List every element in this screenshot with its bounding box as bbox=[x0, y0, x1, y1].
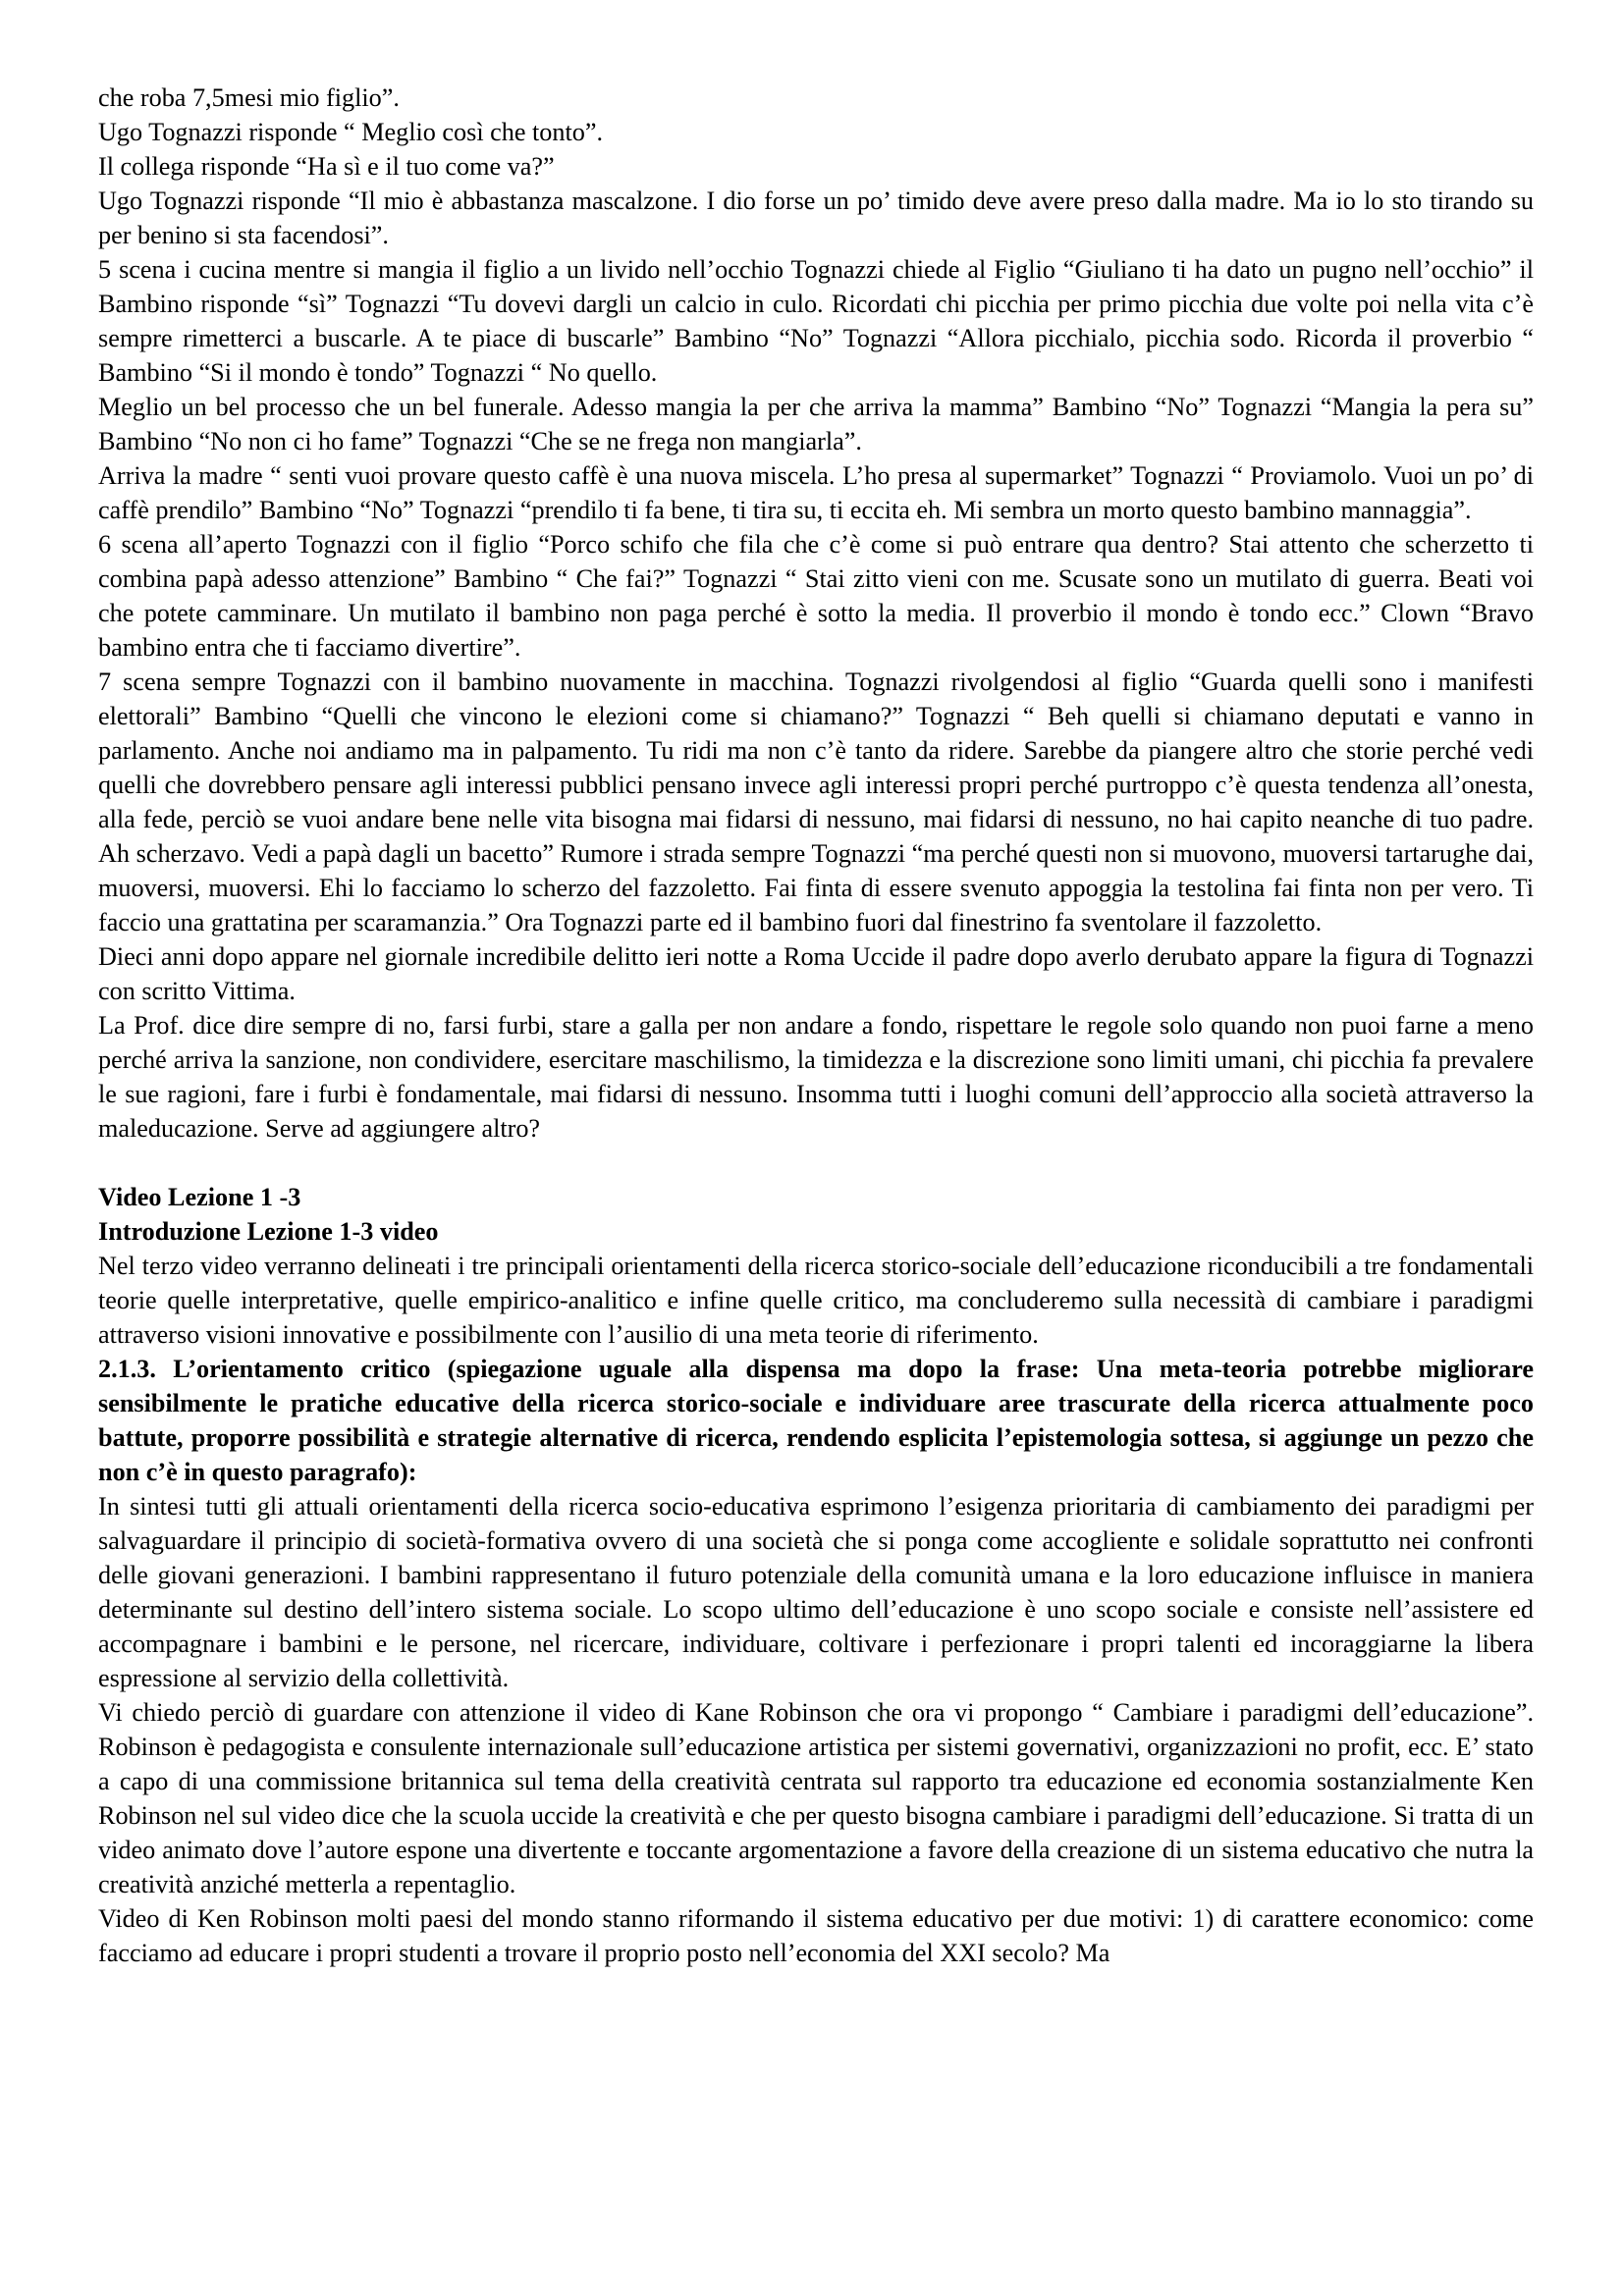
paragraph: La Prof. dice dire sempre di no, farsi furbi, stare a galla per non andare a fondo, rispettare le regole solo quando non puoi farne a meno perché arriva la sanzione, non condividere, esercitare maschilismo, la timidezza e la discrezione sono limiti umani, chi picchia fa prevalere le sue ragioni, fare i furbi è fondamentale, mai fidarsi di nessuno. Insomma tutti i luoghi comuni dell’approccio alla società attraverso la maleducazione. Serve ad aggiungere altro? bbox=[98, 1011, 1534, 1143]
paragraph: Ugo Tognazzi risponde “Il mio è abbastanza mascalzone. I dio forse un po’ timido deve avere preso dalla madre. Ma io lo sto tirando su per benino si sta facendosi”. bbox=[98, 187, 1534, 249]
paragraph: In sintesi tutti gli attuali orientamenti della ricerca socio-educativa esprimono l’esigenza prioritaria di cambiamento dei paradigmi per salvaguardare il principio di società-formativa ovvero di una società che si ponga come accogliente e solidale soprattutto nei confronti delle giovani generazioni. I bambini rappresentano il futuro potenziale della comunità umana e la loro educazione influisce in maniera determinante sul destino dell’intero sistema sociale. Lo scopo ultimo dell’educazione è uno scopo sociale e consiste nell’assistere ed accompagnare i bambini e le persone, nel ricercare, individuare, coltivare i perfezionare i propri talenti ed incoraggiarne la libera espressione al servizio della collettività. bbox=[98, 1492, 1534, 1692]
paragraph: Nel terzo video verranno delineati i tre principali orientamenti della ricerca storico-sociale dell’educazione riconducibili a tre fondamentali teorie quelle interpretative, quelle empirico-analitico e infine quelle critico, ma concluderemo sulla necessità di cambiare i paradigmi attraverso visioni innovative e possibilmente con l’ausilio di una meta teorie di riferimento. bbox=[98, 1252, 1534, 1349]
document-body bbox=[98, 80, 1534, 1970]
paragraph: Arriva la madre “ senti vuoi provare questo caffè è una nuova miscela. L’ho presa al supermarket” Tognazzi “ Proviamolo. Vuoi un po’ di caffè prendilo” Bambino “No” Tognazzi “prendilo ti fa bene, ti tira su, ti eccita eh. Mi sembra un morto questo bambino mannaggia”. bbox=[98, 461, 1534, 524]
paragraph: 5 scena i cucina mentre si mangia il figlio a un livido nell’occhio Tognazzi chiede al Figlio “Giuliano ti ha dato un pugno nell’occhio” il Bambino risponde “sì” Tognazzi “Tu dovevi dargli un calcio in culo. Ricordati chi picchia per primo picchia due volte poi nella vita c’è sempre rimetterci a buscarle. A te piace di buscarle” Bambino “No” Tognazzi “Allora picchialo, picchia sodo. Ricorda il proverbio “ Bambino “Si il mondo è tondo” Tognazzi “ No quello. bbox=[98, 255, 1534, 387]
paragraph: 6 scena all’aperto Tognazzi con il figlio “Porco schifo che fila che c’è come si può entrare qua dentro? Stai attento che scherzetto ti combina papà adesso attenzione” Bambino “ Che fai?” Tognazzi “ Stai zitto vieni con me. Scusate sono un mutilato di guerra. Beati voi che potete camminare. Un mutilato il bambino non paga perché è sotto la media. Il proverbio il mondo è tondo ecc.” Clown “Bravo bambino entra che ti facciamo divertire”. bbox=[98, 530, 1534, 662]
paragraph: Ugo Tognazzi risponde “ Meglio così che tonto”. bbox=[98, 118, 604, 146]
paragraph: 7 scena sempre Tognazzi con il bambino nuovamente in macchina. Tognazzi rivolgendosi al figlio “Guarda quelli sono i manifesti elettorali” Bambino “Quelli che vincono le elezioni come si chiamano?” Tognazzi “ Beh quelli si chiamano deputati e vanno in parlamento. Anche noi andiamo ma in palpamento. Tu ridi ma non c’è tanto da ridere. Sarebbe da piangere altro che storie perché vedi quelli che dovrebbero pensare agli interessi pubblici pensano invece agli interessi propri perché purtroppo c’è questa tendenza all’onesta, alla fede, perciò se vuoi andare bene nelle vita bisogna mai fidarsi di nessuno, mai fidarsi di nessuno, no hai capito neanche di tuo padre. Ah scherzavo. Vedi a papà dagli un bacetto” Rumore i strada sempre Tognazzi “ma perché questi non si muovono, muoversi tartarughe dai, muoversi, muoversi. Ehi lo facciamo lo scherzo del fazzoletto. Fai finta di essere svenuto appoggia la testolina fai finta non per vero. Ti faccio una grattatina per scaramanzia.” Ora Tognazzi parte ed il bambino fuori dal finestrino fa sventolare il fazzoletto. bbox=[98, 667, 1534, 936]
spacer bbox=[98, 1146, 1534, 1180]
section-heading-critical: 2.1.3. L’orientamento critico (spiegazione uguale alla dispensa ma dopo la frase: Una meta-teoria potrebbe migliorare sensibilmente le pratiche educative della ricerca storico-sociale e individuare aree trascurate della ricerca attualmente poco battute, proporre possibilità e strategie alternative di ricerca, rendendo esplicita l’epistemologia sottesa, si aggiunge un pezzo che non c’è in questo paragrafo): bbox=[98, 1355, 1534, 1486]
paragraph: Meglio un bel processo che un bel funerale. Adesso mangia la per che arriva la mamma” Bambino “No” Tognazzi “Mangia la pera su” Bambino “No non ci ho fame” Tognazzi “Che se ne frega non mangiarla”. bbox=[98, 393, 1534, 455]
section-subheading: Introduzione Lezione 1-3 video bbox=[98, 1217, 439, 1246]
paragraph: che roba 7,5mesi mio figlio”. bbox=[98, 83, 400, 112]
section-heading: Video Lezione 1 -3 bbox=[98, 1183, 301, 1211]
paragraph: Vi chiedo perciò di guardare con attenzione il video di Kane Robinson che ora vi propongo “ Cambiare i paradigmi dell’educazione”. Robinson è pedagogista e consulente internazionale sull’educazione artistica per sistemi governativi, organizzazioni no profit, ecc. E’ stato a capo di una commissione britannica sul tema della creatività centrata sul rapporto tra educazione ed economia sostanzialmente Ken Robinson nel sul video dice che la scuola uccide la creatività e che per questo bisogna cambiare i paradigmi dell’educazione. Si tratta di un video animato dove l’autore espone una divertente e toccante argomentazione a favore della creazione di un sistema educativo che nutra la creatività anziché metterla a repentaglio. bbox=[98, 1698, 1534, 1898]
paragraph: Video di Ken Robinson molti paesi del mondo stanno riformando il sistema educativo per due motivi: 1) di carattere economico: come facciamo ad educare i propri studenti a trovare il proprio posto nell’economia del XXI secolo? Ma bbox=[98, 1904, 1534, 1967]
paragraph: Il collega risponde “Ha sì e il tuo come va?” bbox=[98, 152, 555, 181]
paragraph: Dieci anni dopo appare nel giornale incredibile delitto ieri notte a Roma Uccide il padre dopo averlo derubato appare la figura di Tognazzi con scritto Vittima. bbox=[98, 942, 1534, 1005]
